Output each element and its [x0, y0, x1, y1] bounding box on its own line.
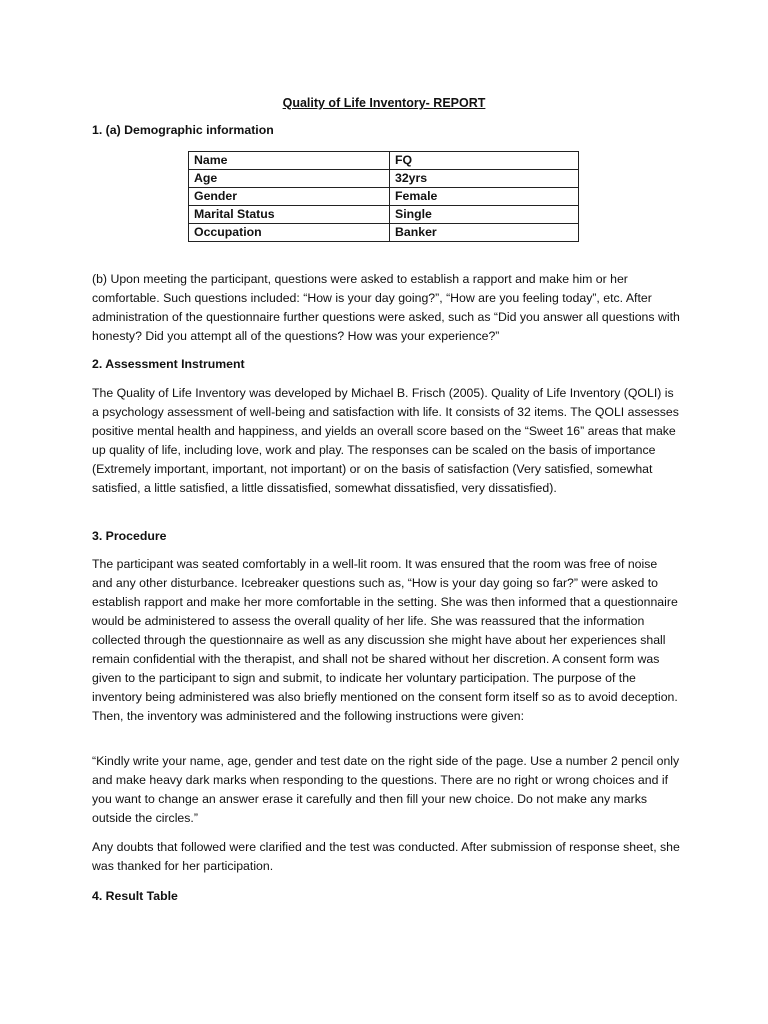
report-title: Quality of Life Inventory- REPORT	[282, 96, 486, 110]
table-row	[189, 170, 579, 188]
section2-heading: 2. Assessment Instrument	[92, 357, 245, 371]
section3-closing: Any doubts that followed were clarified and the test was conducted. After submission of response sheet, she was thanked for her participation.	[92, 840, 680, 873]
table-row	[189, 224, 579, 242]
demo-value: Female	[390, 188, 579, 206]
demo-value: FQ	[390, 152, 579, 170]
instructions-quote: “Kindly write your name, age, gender and test date on the right side of the page. Use a number 2 pencil only and make heavy dark marks when responding to the questions. There are no right or wrong choices and if you want to change an answer erase it carefully and then fill your new choice. Do not make any marks outside the circles.”	[92, 754, 680, 825]
section3-heading: 3. Procedure	[92, 529, 167, 543]
demo-value: Single	[390, 206, 579, 224]
demo-label: Name	[189, 152, 390, 170]
section3-paragraph: The participant was seated comfortably in a well-lit room. It was ensured that the room was free of noise and any other disturbance. Icebreaker questions such as, “How is your day going so far?” were asked to establish rapport and make her more comfortable in the setting. She was then informed that a questionnaire would be administered to assess the overall quality of her life. She was reassured that the information collected through the questionnaire as well as any discussion she might have about her experiences shall remain confidential with the therapist, and shall not be shared without her discretion. A consent form was given to the participant to sign and submit, to indicate her voluntary participation. The purpose of the inventory being administered was also briefly mentioned on the consent form itself so as to avoid deception. Then, the inventory was administered and the following instructions were given:	[92, 557, 678, 723]
section2-paragraph: The Quality of Life Inventory was developed by Michael B. Frisch (2005). Quality of Life Inventory (QOLI) is a psychology assessment of well-being and satisfaction with life. It consists of 32 items. The QOLI assesses positive mental health and happiness, and yields an overall score based on the “Sweet 16” areas that make up quality of life, including love, work and play. The responses can be scaled on the basis of importance (Extremely important, important, not important) or on the basis of satisfaction (Very satisfied, somewhat satisfied, a little satisfied, a little dissatisfied, somewhat dissatisfied, very dissatisfied).	[92, 386, 679, 495]
demo-label: Marital Status	[189, 206, 390, 224]
section1-heading: 1. (a) Demographic information	[92, 123, 274, 137]
demo-value: Banker	[390, 224, 579, 242]
table-row	[189, 152, 579, 170]
table-row	[189, 206, 579, 224]
demo-label: Gender	[189, 188, 390, 206]
section1b-paragraph: (b) Upon meeting the participant, questions were asked to establish a rapport and make him or her comfortable. Such questions included: “How is your day going?”, “How are you feeling today”, etc. After administration of the questionnaire further questions were asked, such as “Did you answer all questions with honesty? Did you attempt all of the questions? How was your experience?”	[92, 272, 680, 343]
demographics-table	[188, 151, 579, 242]
demo-label: Age	[189, 170, 390, 188]
section4-heading: 4. Result Table	[92, 889, 178, 903]
demo-label: Occupation	[189, 224, 390, 242]
demo-value: 32yrs	[390, 170, 579, 188]
table-row	[189, 188, 579, 206]
